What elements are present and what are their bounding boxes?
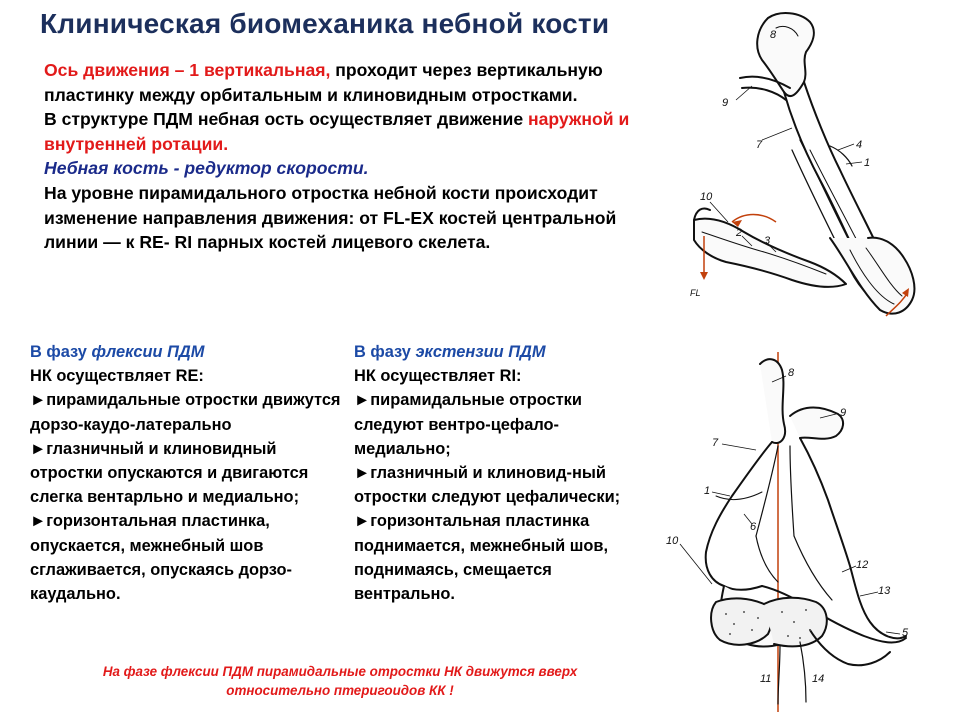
top-label-9: 9: [722, 97, 729, 109]
bottom-label-14: 14: [812, 673, 825, 685]
top-label-3: 3: [764, 235, 771, 247]
palatine-bone-figure-top: [680, 0, 930, 330]
top-label-2: 2: [736, 227, 743, 239]
flexion-heading: [30, 340, 345, 364]
flexion-heading-prefix: В фазу: [30, 343, 92, 361]
bottom-label-7: 7: [712, 437, 719, 449]
axis-text: проходит через вертикальную пластинку между орбитальным и клиновидным отростками.: [44, 60, 603, 105]
slide-title: Клиническая биомеханика небной кости: [40, 8, 610, 39]
structure-text: В структуре ПДМ небная ость осуществляет движение: [44, 109, 528, 130]
bottom-label-13: 13: [878, 585, 891, 597]
rotation-highlight: наружной и внутренней ротации.: [44, 109, 630, 154]
top-label-fl: FL: [690, 288, 701, 298]
axis-highlight: Ось движения – 1 вертикальная,: [44, 60, 331, 80]
bottom-label-12: 12: [856, 559, 869, 571]
bottom-label-5: 5: [902, 627, 909, 639]
top-label-8: 8: [770, 29, 777, 41]
flexion-heading-phase: флексии ПДМ: [91, 343, 205, 361]
extension-heading: [354, 340, 644, 364]
bottom-label-10: 10: [666, 535, 679, 547]
top-label-7: 7: [756, 139, 763, 151]
bottom-label-9: 9: [840, 407, 847, 419]
axis-paragraph: [44, 58, 664, 107]
extension-item: ►пирамидальные отростки следуют вентро-цефало-медиально;: [354, 391, 582, 458]
footer-line-1: На фазе флексии ПДМ пирамидальные отростки НК движутся вверх: [102, 664, 578, 679]
extension-heading-prefix: В фазу: [354, 343, 416, 361]
flexion-item: ►горизонтальная пластинка, опускается, межнебный шов сглаживается, опускаясь дорзо-каудально.: [30, 512, 293, 604]
extension-item: ►глазничный и клиновид-ный отростки следуют цефалически;: [354, 464, 621, 507]
top-label-4: 4: [856, 139, 863, 151]
palatine-bone-figure-bottom: [660, 346, 930, 716]
flexion-column: [30, 340, 345, 606]
flexion-nk: НК осуществляет RE:: [30, 367, 204, 386]
extension-item: ►горизонтальная пластинка поднимается, межнебный шов, поднимаясь, смещается вентрально.: [354, 512, 608, 604]
reducer-line: Небная кость - редуктор скорости.: [44, 158, 369, 179]
bottom-label-6: 6: [750, 521, 757, 533]
bottom-label-11: 11: [760, 673, 772, 685]
flexion-item: ►пирамидальные отростки движутся дорзо-каудо-латерально: [30, 391, 341, 434]
footer-line-2: относительно птеригоидов КК !: [226, 683, 454, 698]
bottom-label-8: 8: [788, 367, 795, 379]
pyramid-paragraph: На уровне пирамидального отростка небной кости происходит изменение направления движения: от FL-EX костей центральной линии — к RE- RI парных костей лицевого скелета.: [44, 182, 617, 253]
intro-text: [44, 58, 664, 255]
flexion-item: ►глазничный и клиновидный отростки опускаются и двигаются слегка вентарльно и медиально;: [30, 439, 309, 507]
bottom-label-1: 1: [704, 485, 711, 497]
extension-nk: НК осуществляет RI:: [354, 367, 522, 386]
top-label-1: 1: [864, 157, 871, 169]
extension-heading-phase: экстензии ПДМ: [415, 343, 546, 361]
footer-note: [40, 662, 640, 700]
extension-column: [354, 340, 644, 606]
top-label-10: 10: [700, 191, 713, 203]
structure-paragraph: [44, 107, 664, 156]
